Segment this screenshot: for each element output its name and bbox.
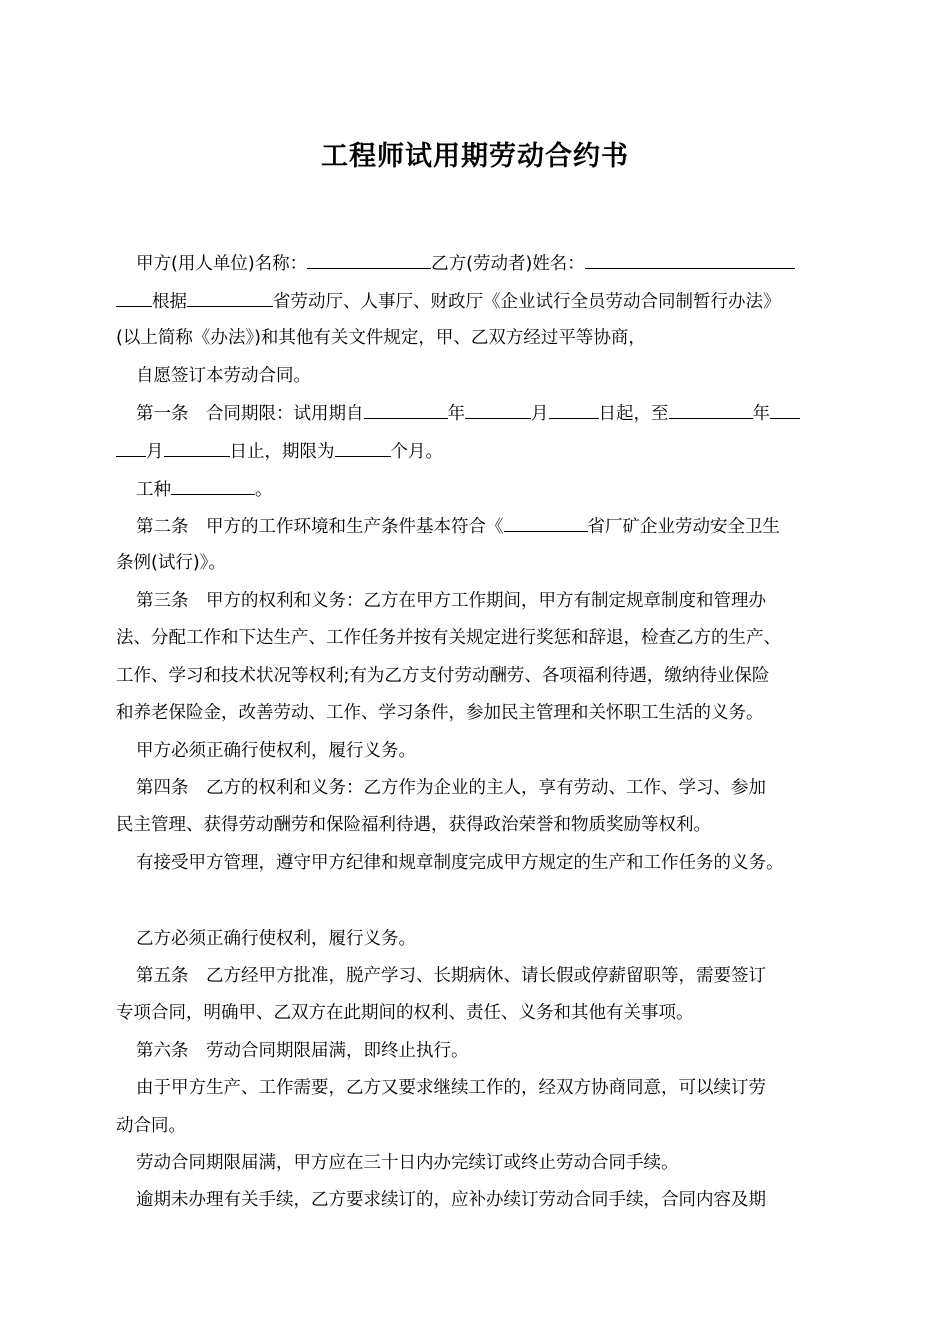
paragraph-line: 有接受甲方管理，遵守甲方纪律和规章制度完成甲方规定的生产和工作任务的义务。 [136, 853, 784, 873]
blank-field[interactable] [549, 402, 599, 419]
paragraph-line: 法、分配工作和下达生产、工作任务并按有关规定进行奖惩和辞退，检查乙方的生产、 [116, 628, 781, 648]
text: 第二条 甲方的工作环境和生产条件基本符合《 [136, 517, 504, 537]
paragraph-line: 逾期未办理有关手续，乙方要求续订的，应补办续订劳动合同手续，合同内容及期 [136, 1190, 766, 1210]
text: 个月。 [390, 442, 443, 462]
text: 年 [752, 404, 770, 424]
paragraph-line: (以上简称《办法》)和其他有关文件规定，甲、乙双方经过平等协商， [116, 328, 646, 348]
text: 根据 [152, 292, 187, 312]
paragraph-line: 工作、学习和技术状况等权利;有为乙方支付劳动酬劳、各项福利待遇，缴纳待业保险 [116, 666, 770, 686]
paragraph-line: 动合同。 [116, 1116, 186, 1136]
paragraph-line: 甲方必须正确行使权利，履行义务。 [136, 741, 416, 761]
text: 乙方(劳动者)姓名： [431, 254, 585, 274]
paragraph-line: 自愿签订本劳动合同。 [136, 366, 311, 386]
blank-field[interactable] [465, 402, 531, 419]
text: 日起，至 [598, 404, 669, 424]
blank-field[interactable] [504, 515, 588, 532]
text: 甲方(用人单位)名称： [136, 254, 308, 274]
paragraph-line [116, 478, 846, 501]
paragraph-line: 民主管理、获得劳动酬劳和保险福利待遇，获得政治荣誉和物质奖励等权利。 [116, 815, 711, 835]
blank-field[interactable] [116, 290, 152, 307]
paragraph-line: 乙方必须正确行使权利，履行义务。 [136, 929, 416, 949]
paragraph-line: 第五条 乙方经甲方批准，脱产学习、长期病休、请长假或停薪留职等，需要签订 [136, 966, 766, 986]
text: 工种 [136, 480, 171, 500]
blank-field[interactable] [335, 440, 391, 457]
blank-field[interactable] [171, 478, 255, 495]
text: 省劳动厅、人事厅、财政厅《企业试行全员劳动合同制暂行办法》 [273, 292, 781, 312]
text: 日止，期限为 [229, 442, 335, 462]
paragraph-line: 由于甲方生产、工作需要，乙方又要求继续工作的，经双方协商同意，可以续订劳 [136, 1078, 766, 1098]
paragraph-line [116, 252, 846, 275]
paragraph-line: 条例(试行)》。 [116, 553, 226, 573]
blank-field[interactable] [187, 290, 273, 307]
blank-field[interactable] [585, 252, 795, 269]
text: 年 [447, 404, 465, 424]
paragraph-line [116, 290, 846, 313]
blank-field[interactable] [669, 402, 753, 419]
blank-field[interactable] [307, 252, 431, 269]
paragraph-line: 劳动合同期限届满，甲方应在三十日内办完续订或终止劳动合同手续。 [136, 1153, 679, 1173]
text: 月 [531, 404, 549, 424]
text: 月 [146, 442, 164, 462]
text: 。 [255, 480, 273, 500]
document-title: 工程师试用期劳动合约书 [321, 141, 629, 172]
paragraph-line: 专项合同，明确甲、乙双方在此期间的权利、责任、义务和其他有关事项。 [116, 1003, 694, 1023]
paragraph-line [116, 515, 846, 538]
blank-field[interactable] [770, 402, 800, 419]
text: 第一条 合同期限：试用期自 [136, 404, 364, 424]
blank-field[interactable] [164, 440, 230, 457]
paragraph-line: 和养老保险金，改善劳动、工作、学习条件，参加民主管理和关怀职工生活的义务。 [116, 703, 764, 723]
paragraph-line: 第三条 甲方的权利和义务：乙方在甲方工作期间，甲方有制定规章制度和管理办 [136, 591, 766, 611]
text: 省厂矿企业劳动安全卫生 [587, 517, 780, 537]
paragraph-line [116, 440, 846, 463]
blank-field[interactable] [116, 440, 146, 457]
paragraph-line [116, 402, 846, 425]
paragraph-line: 第四条 乙方的权利和义务：乙方作为企业的主人，享有劳动、工作、学习、参加 [136, 778, 766, 798]
paragraph-line: 第六条 劳动合同期限届满，即终止执行。 [136, 1041, 469, 1061]
blank-field[interactable] [364, 402, 448, 419]
